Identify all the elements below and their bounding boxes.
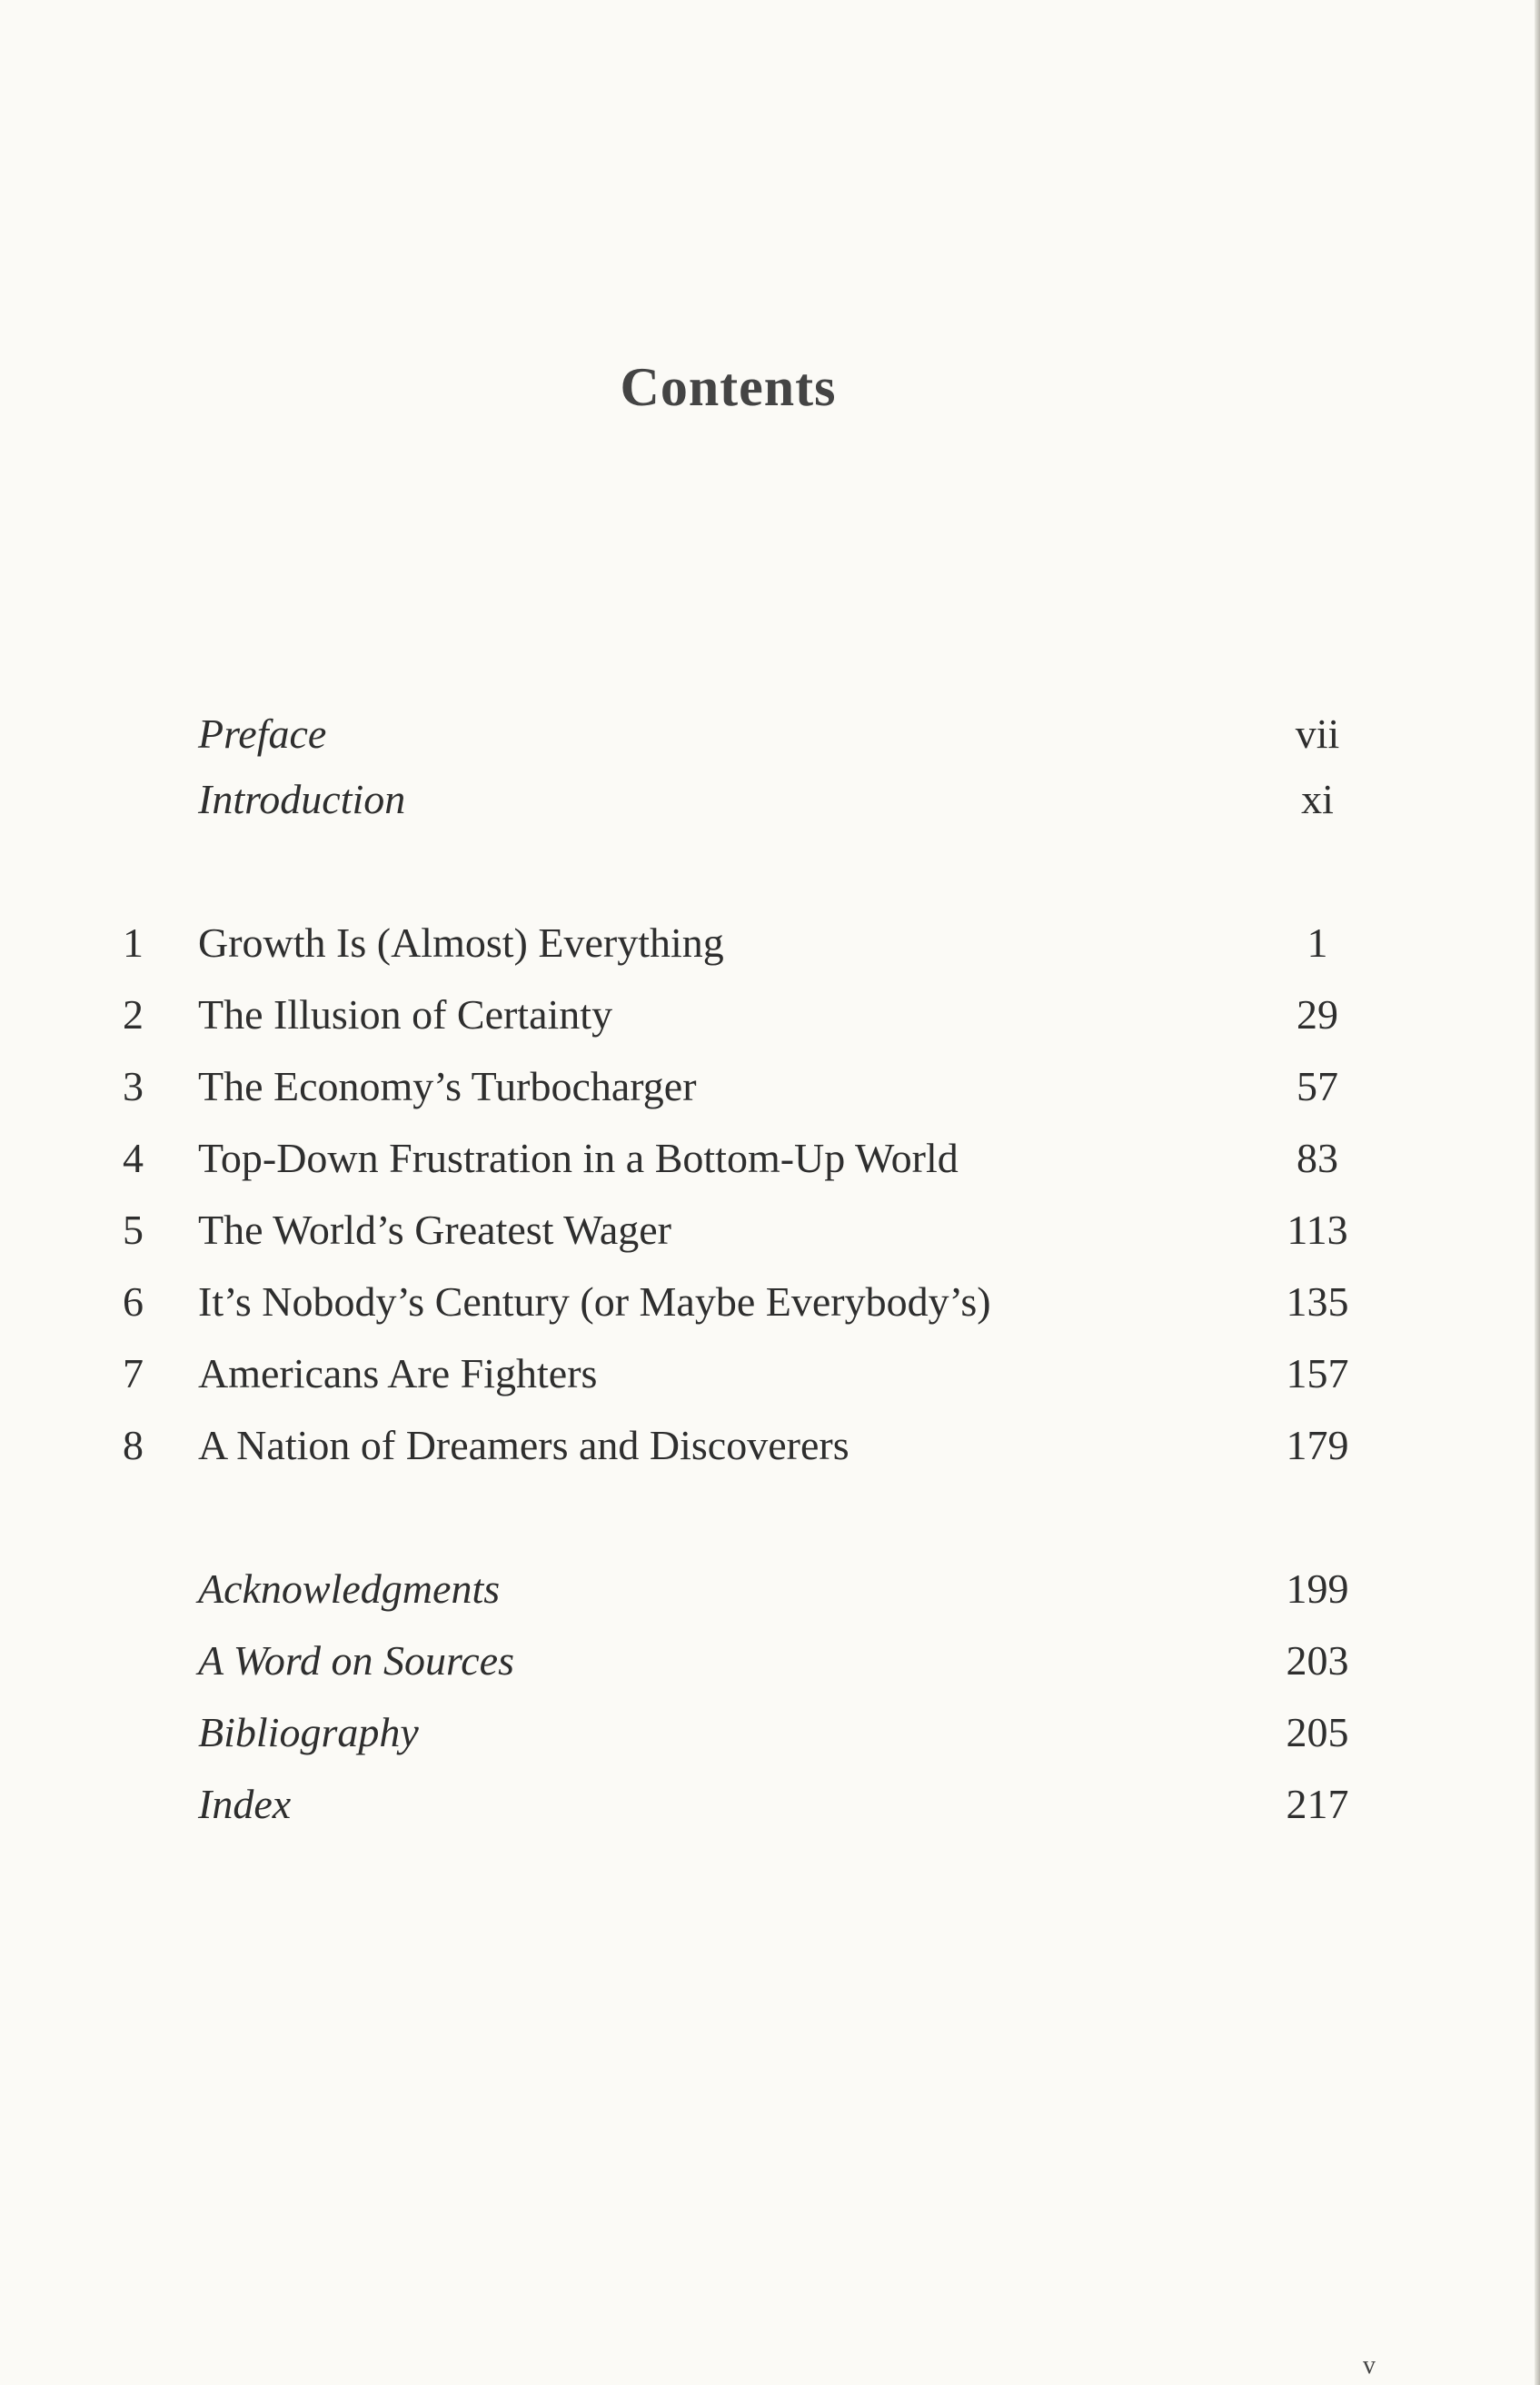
toc-entry-index[interactable] [0,1773,1540,1836]
toc-entry-page: 199 [1286,1565,1349,1612]
toc-chapter-3[interactable] [0,1055,1540,1118]
chapter-title: Americans Are Fighters [198,1350,598,1396]
chapter-number: 3 [123,1063,144,1109]
toc-chapter-2[interactable] [0,983,1540,1047]
toc-entry-preface[interactable] [0,702,1540,766]
chapter-title: The Economy’s Turbocharger [198,1063,697,1109]
chapter-page: 1 [1307,919,1328,966]
toc-chapter-5[interactable] [0,1198,1540,1262]
chapter-page: 113 [1287,1207,1348,1253]
toc-entry-bibliography[interactable] [0,1701,1540,1764]
toc-entry-label: Introduction [198,776,406,822]
toc-entry-label: A Word on Sources [198,1637,514,1684]
page-number: v [1363,2351,1376,2380]
chapter-number: 8 [123,1422,144,1468]
toc-entry-acknowledgments[interactable] [0,1557,1540,1621]
chapter-page: 157 [1286,1350,1349,1396]
toc-entry-label: Preface [198,711,327,757]
chapter-title: It’s Nobody’s Century (or Maybe Everybody’s) [198,1278,991,1325]
chapter-title: A Nation of Dreamers and Discoverers [198,1422,849,1468]
toc-entry-page: 205 [1286,1709,1349,1755]
chapter-page: 29 [1297,991,1338,1038]
toc-chapter-4[interactable] [0,1127,1540,1190]
toc-chapter-8[interactable] [0,1414,1540,1477]
toc-entry-label: Index [198,1781,292,1827]
chapter-page: 135 [1286,1278,1349,1325]
toc-entry-label: Acknowledgments [198,1565,501,1612]
chapter-title: The World’s Greatest Wager [198,1207,672,1253]
toc-entry-introduction[interactable] [0,768,1540,831]
toc-entry-page: 203 [1286,1637,1349,1684]
toc-chapter-1[interactable] [0,911,1540,975]
chapter-page: 57 [1297,1063,1338,1109]
toc-entry-page: vii [1295,711,1340,757]
toc-entry-page: xi [1301,776,1334,822]
chapter-number: 1 [123,919,144,966]
chapter-title: Growth Is (Almost) Everything [198,919,724,966]
toc-entry-page: 217 [1286,1781,1349,1827]
chapter-number: 2 [123,991,144,1038]
page-edge [1535,0,1540,2385]
chapter-page: 83 [1297,1135,1338,1181]
chapter-title: Top-Down Frustration in a Bottom-Up World [198,1135,959,1181]
chapter-title: The Illusion of Certainty [198,991,613,1038]
chapter-number: 6 [123,1278,144,1325]
chapter-page: 179 [1286,1422,1349,1468]
toc-chapter-7[interactable] [0,1342,1540,1406]
chapter-number: 5 [123,1207,144,1253]
chapter-number: 7 [123,1350,144,1396]
toc-chapter-6[interactable] [0,1270,1540,1334]
toc-entry-label: Bibliography [198,1709,419,1755]
page-title: Contents [620,357,837,417]
chapter-number: 4 [123,1135,144,1181]
toc-entry-word-on-sources[interactable] [0,1629,1540,1693]
